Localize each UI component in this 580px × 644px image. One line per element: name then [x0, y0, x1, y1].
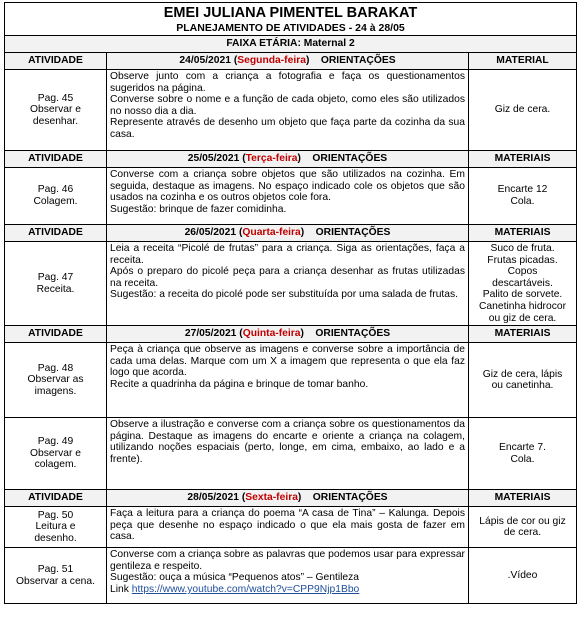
day-date-header: 26/05/2021 (Quarta-feira) ORIENTAÇÕES	[107, 225, 469, 242]
activity-line: Pag. 45	[37, 92, 74, 104]
material-header: MATERIAIS	[469, 225, 577, 242]
material-cell	[469, 418, 577, 490]
material-cell	[469, 242, 577, 326]
atividade-header: ATIVIDADE	[5, 326, 107, 343]
link-prefix: Link	[110, 583, 132, 595]
day-date-header: 27/05/2021 (Quinta-feira) ORIENTAÇÕES	[107, 326, 469, 343]
material-line: Lápis de cor ou giz	[479, 515, 566, 527]
material-line: ou canetinha.	[491, 380, 554, 392]
atividade-header: ATIVIDADE	[5, 225, 107, 242]
planning-document	[4, 2, 576, 604]
atividade-header: ATIVIDADE	[5, 53, 107, 70]
activity-line: Pag. 48	[37, 362, 74, 374]
weekday: Sexta-feira	[245, 492, 298, 504]
weekday: Quinta-feira	[242, 328, 301, 340]
orientation-text: Represente através de desenho um objeto que faça parte da cozinha da sua casa.	[110, 117, 465, 140]
day-header-row	[5, 490, 577, 507]
material-header: MATERIAIS	[469, 326, 577, 343]
material-line: Palito de sorvete.	[482, 289, 563, 301]
activity-row	[5, 548, 577, 604]
activity-cell	[5, 548, 107, 604]
orientation-text: Observe a ilustração e converse com a criança sobre os questionamentos da página. Destaque as imagens do encarte e oriente a criança na colagem, utilizando noções espaciais (perto, longe, em cima, embaixo, ao lado e a frente).	[110, 419, 465, 465]
activity-row	[5, 343, 577, 418]
orientation-text: Recite a quadrinha da página e brinque de tomar banho.	[110, 378, 369, 390]
material-header: MATERIAIS	[469, 151, 577, 168]
activity-line: Pag. 46	[37, 184, 74, 196]
material-line: Giz de cera, lápis	[482, 368, 563, 380]
day-date: 24/05/2021	[179, 55, 231, 67]
activity-line: desenho.	[34, 532, 77, 544]
orientation-text: Sugestão: ouça a música “Pequenos atos” – Gentileza	[110, 572, 359, 584]
material-line: Cola.	[510, 196, 535, 207]
orientacoes-label: ORIENTAÇÕES	[320, 55, 396, 67]
orientacoes-label: ORIENTAÇÕES	[315, 328, 391, 340]
material-header: MATERIAL	[469, 53, 577, 70]
material-line: Giz de cera.	[494, 104, 551, 116]
orientacoes-label: ORIENTAÇÕES	[312, 492, 388, 504]
orientation-text: Leia a receita “Picolé de frutas” para a criança. Siga as orientações, faça a receita.	[110, 243, 465, 266]
activity-cell	[5, 168, 107, 225]
activity-row	[5, 507, 577, 548]
material-line: Frutas picadas.	[487, 254, 558, 266]
material-header: MATERIAIS	[469, 490, 577, 507]
activity-line: Pag. 47	[37, 271, 74, 283]
activity-cell	[5, 242, 107, 326]
material-line: ou giz de cera.	[488, 312, 557, 324]
link-line	[110, 584, 465, 596]
material-line: Copos	[507, 266, 538, 278]
material-cell	[469, 548, 577, 604]
activity-line: imagens.	[34, 385, 77, 397]
material-line: Suco de fruta.	[490, 243, 555, 254]
weekday: Quarta-feira	[242, 227, 301, 239]
activity-line: colagem.	[34, 459, 77, 471]
material-line: descartáveis.	[492, 277, 553, 289]
orientation-text: Sugestão: a receita do picolé pode ser substituída por uma salada de frutas.	[110, 289, 459, 301]
planning-table	[4, 2, 577, 604]
orientation-text: Converse sobre o nome e a função de cada objeto, como eles são utilizados no nosso dia a dia.	[110, 94, 465, 117]
material-line: Canetinha hidrocor	[479, 300, 567, 312]
activity-line: Observar as	[27, 374, 84, 386]
orientation-text: Após o preparo do picolé peça para a criança desenhar as frutas utilizadas na receita.	[110, 266, 465, 289]
material-cell	[469, 70, 577, 151]
video-link[interactable]: https://www.youtube.com/watch?v=CPP9Njp1Bbo	[131, 583, 360, 595]
activity-line: Observar e	[30, 104, 81, 116]
day-date: 27/05/2021	[184, 328, 237, 340]
activity-line: Observar a cena.	[16, 575, 95, 587]
orientacoes-label: ORIENTAÇÕES	[312, 153, 388, 165]
day-header-row	[5, 53, 577, 70]
orientation-cell	[107, 168, 469, 225]
document-header	[5, 3, 577, 36]
material-cell	[469, 507, 577, 548]
orientation-text: Observe junto com a criança a fotografia e faça os questionamentos sugeridos na página.	[110, 71, 465, 94]
orientation-text: Converse com a criança sobre objetos que são utilizados na cozinha. Em seguida, destaque as imagens. No espaço indicado cole os objetos que são usados na cozinha e os outros objetos cole fora.	[110, 169, 465, 204]
day-header-row	[5, 151, 577, 168]
activity-line: Colagem.	[33, 196, 78, 207]
atividade-header: ATIVIDADE	[5, 151, 107, 168]
activity-line: Receita.	[36, 283, 75, 295]
activity-line: Pag. 49	[37, 436, 74, 448]
orientacoes-label: ORIENTAÇÕES	[315, 227, 391, 239]
day-date: 26/05/2021	[184, 227, 237, 239]
day-date: 28/05/2021	[187, 492, 239, 504]
material-line: Encarte 12	[497, 184, 548, 196]
orientation-cell	[107, 418, 469, 490]
material-line: Encarte 7.	[499, 442, 546, 454]
atividade-header: ATIVIDADE	[5, 490, 107, 507]
activity-line: Leitura e	[35, 521, 76, 533]
material-line: Cola.	[510, 453, 535, 465]
orientation-cell	[107, 548, 469, 604]
activity-cell	[5, 507, 107, 548]
material-line: de cera.	[503, 527, 542, 539]
orientation-text: Sugestão: brinque de fazer comidinha.	[110, 203, 287, 215]
weekday: Terça-feira	[245, 153, 298, 165]
orientation-text: Converse com a criança sobre as palavras que podemos usar para expressar gentileza e respeito.	[110, 549, 465, 572]
orientation-cell	[107, 242, 469, 326]
material-cell	[469, 168, 577, 225]
activity-line: Observar e	[30, 447, 81, 459]
day-header-row	[5, 326, 577, 343]
orientation-cell	[107, 507, 469, 548]
material-line: .Vídeo	[507, 569, 538, 581]
age-group: FAIXA ETÁRIA: Maternal 2	[5, 36, 577, 53]
orientation-cell	[107, 343, 469, 418]
day-date-header: 28/05/2021 (Sexta-feira) ORIENTAÇÕES	[107, 490, 469, 507]
orientation-text: Peça à criança que observe as imagens e converse sobre a importância de cada uma delas. Marque com um X a imagem que representa o que ela faz logo que acorda.	[110, 344, 465, 379]
activity-cell	[5, 343, 107, 418]
activity-row	[5, 242, 577, 326]
activity-line: Pag. 50	[37, 509, 74, 521]
day-date-header: 25/05/2021 (Terça-feira) ORIENTAÇÕES	[107, 151, 469, 168]
school-name: EMEI JULIANA PIMENTEL BARAKAT	[163, 5, 418, 21]
orientation-text: Faça a leitura para a criança do poema “A casa de Tina” – Kalunga. Depois peça que desenhe no espaço indicado o que ela mais gosta de fazer em casa.	[110, 508, 465, 543]
activity-row	[5, 168, 577, 225]
orientation-cell	[107, 70, 469, 151]
plan-title: PLANEJAMENTO DE ATIVIDADES - 24 à 28/05	[176, 22, 405, 34]
activity-row	[5, 418, 577, 490]
activity-cell	[5, 418, 107, 490]
weekday: Segunda-feira	[237, 55, 306, 67]
activity-row	[5, 70, 577, 151]
day-date-header: 24/05/2021 (Segunda-feira) ORIENTAÇÕES	[107, 53, 469, 70]
activity-line: Pag. 51	[37, 564, 74, 576]
activity-cell	[5, 70, 107, 151]
day-header-row	[5, 225, 577, 242]
activity-line: desenhar.	[32, 115, 79, 127]
day-date: 25/05/2021	[187, 153, 240, 165]
material-cell	[469, 343, 577, 418]
